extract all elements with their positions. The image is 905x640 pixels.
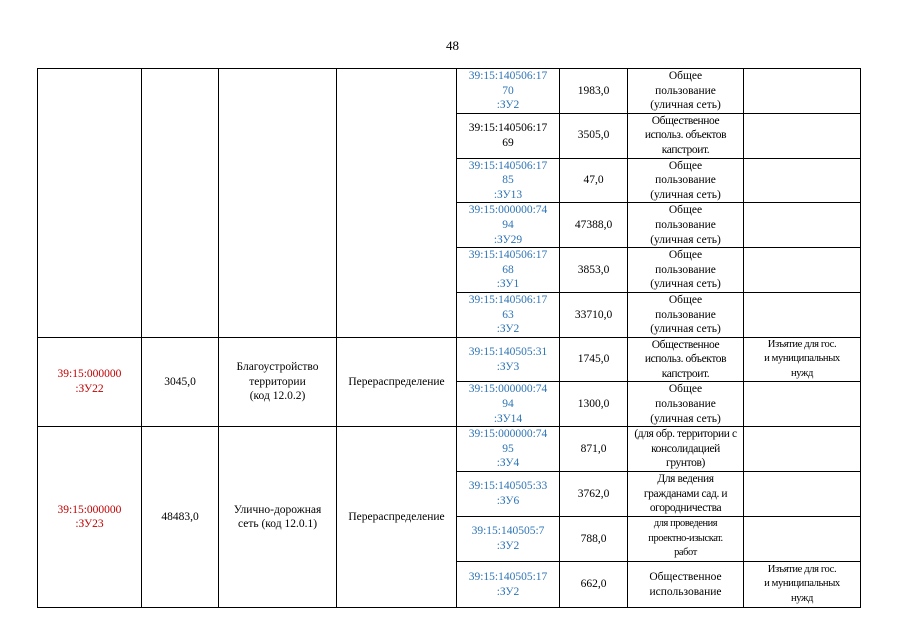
land-parcel-table [37, 68, 861, 608]
group-area-cell: 3045,0 [142, 337, 219, 427]
parcel-note-cell [744, 427, 861, 472]
parcel-number-cell: 39:15:000000:74 94 :ЗУ14 [457, 382, 560, 427]
group-id-cell: 39:15:000000 :ЗУ22 [38, 337, 142, 427]
parcel-area-cell: 788,0 [560, 517, 628, 562]
parcel-area-cell: 47388,0 [560, 203, 628, 248]
parcel-note-cell: Изъятие для гос. и муниципальных нужд [744, 337, 861, 382]
group-method-cell [337, 69, 457, 338]
parcel-number-cell: 39:15:140505:7 :ЗУ2 [457, 517, 560, 562]
parcel-use-cell: Общественное использование [628, 562, 744, 608]
group-method-cell: Перераспределение [337, 427, 457, 608]
parcel-area-cell: 47,0 [560, 158, 628, 203]
group-area-cell: 48483,0 [142, 427, 219, 608]
table-row [38, 337, 861, 382]
parcel-note-cell [744, 292, 861, 337]
parcel-use-cell: Для ведения гражданами сад. и огородничества [628, 472, 744, 517]
parcel-number-cell: 39:15:000000:74 95 :ЗУ4 [457, 427, 560, 472]
parcel-use-cell: (для обр. территории с консолидацией грунтов) [628, 427, 744, 472]
parcel-note-cell [744, 158, 861, 203]
group-method-cell: Перераспределение [337, 337, 457, 427]
parcel-number-cell: 39:15:000000:74 94 :ЗУ29 [457, 203, 560, 248]
parcel-note-cell [744, 69, 861, 114]
parcel-use-cell: Общественное использ. объектов капстроит. [628, 113, 744, 158]
parcel-note-cell [744, 248, 861, 293]
parcel-use-cell: Общее пользование (уличная сеть) [628, 292, 744, 337]
parcel-use-cell: Общее пользование (уличная сеть) [628, 248, 744, 293]
parcel-number-cell: 39:15:140505:31 :ЗУ3 [457, 337, 560, 382]
parcel-area-cell: 3505,0 [560, 113, 628, 158]
parcel-use-cell: Общее пользование (уличная сеть) [628, 69, 744, 114]
parcel-area-cell: 662,0 [560, 562, 628, 608]
parcel-area-cell: 3853,0 [560, 248, 628, 293]
parcel-note-cell [744, 113, 861, 158]
parcel-note-cell [744, 203, 861, 248]
parcel-note-cell: Изъятие для гос. и муниципальных нужд [744, 562, 861, 608]
group-id-cell [38, 69, 142, 338]
parcel-note-cell [744, 382, 861, 427]
parcel-number-cell: 39:15:140505:33 :ЗУ6 [457, 472, 560, 517]
parcel-area-cell: 1745,0 [560, 337, 628, 382]
parcel-note-cell [744, 472, 861, 517]
parcel-use-cell: Общее пользование (уличная сеть) [628, 203, 744, 248]
parcel-number-cell: 39:15:140506:17 68 :ЗУ1 [457, 248, 560, 293]
parcel-use-cell: Общее пользование (уличная сеть) [628, 382, 744, 427]
group-id-cell: 39:15:000000 :ЗУ23 [38, 427, 142, 608]
parcel-area-cell: 33710,0 [560, 292, 628, 337]
table-row [38, 427, 861, 472]
parcel-number-cell: 39:15:140506:17 85 :ЗУ13 [457, 158, 560, 203]
parcel-number-cell: 39:15:140506:17 63 :ЗУ2 [457, 292, 560, 337]
parcel-use-cell: Общественное использ. объектов капстроит. [628, 337, 744, 382]
group-purpose-cell: Улично-дорожная сеть (код 12.0.1) [219, 427, 337, 608]
page-number: 48 [446, 38, 459, 53]
parcel-note-cell [744, 517, 861, 562]
parcel-number-cell: 39:15:140506:17 69 [457, 113, 560, 158]
parcel-area-cell: 871,0 [560, 427, 628, 472]
table-row [38, 69, 861, 114]
parcel-number-cell: 39:15:140506:17 70 :ЗУ2 [457, 69, 560, 114]
parcel-area-cell: 1300,0 [560, 382, 628, 427]
parcel-use-cell: Общее пользование (уличная сеть) [628, 158, 744, 203]
parcel-use-cell: для проведения проектно-изыскат. работ [628, 517, 744, 562]
parcel-number-cell: 39:15:140505:17 :ЗУ2 [457, 562, 560, 608]
group-purpose-cell [219, 69, 337, 338]
group-purpose-cell: Благоустройство территории (код 12.0.2) [219, 337, 337, 427]
parcel-area-cell: 1983,0 [560, 69, 628, 114]
parcel-area-cell: 3762,0 [560, 472, 628, 517]
group-area-cell [142, 69, 219, 338]
